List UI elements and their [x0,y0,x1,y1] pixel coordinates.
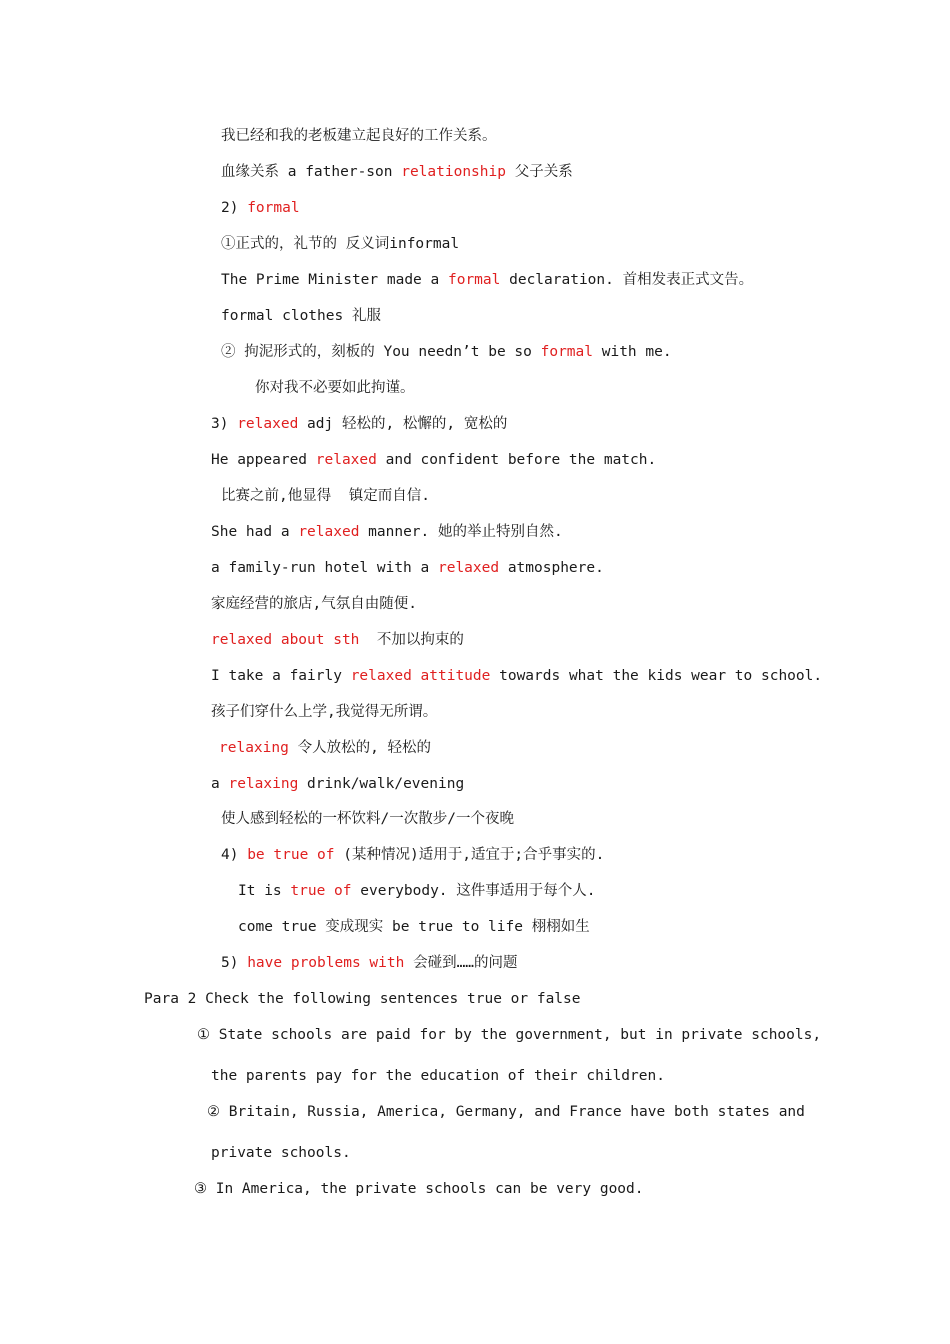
line-text: 会碰到……的问题 [404,955,518,971]
text-line [221,126,497,146]
line-text: manner. 她的举止特别自然. [359,524,563,540]
line-text: I take a fairly [211,668,351,684]
line-text: ③ In America, the private schools can be very good. [194,1181,644,1197]
line-text: come true 变成现实 be true to life 栩栩如生 [238,919,590,935]
highlight-term: formal [447,272,501,288]
line-text: 你对我不必要如此拘谨。 [255,380,415,396]
line-text: a [211,776,229,792]
line-text: 血缘关系 a father-son [221,164,402,180]
text-line [221,270,753,290]
line-text: ② Britain, Russia, America, Germany, and France have both states and [207,1104,805,1120]
highlight-term: formal [540,344,593,360]
text-line [211,702,437,722]
line-text: 比赛之前,他显得 镇定而自信. [221,488,430,504]
text-line [221,306,381,326]
line-text: a family-run hotel with a [211,560,438,576]
line-text: ①正式的，礼节的 反义词informal [221,236,460,252]
text-line [211,666,822,686]
text-line [211,1066,665,1086]
text-line [211,450,656,470]
text-line [238,917,590,937]
text-line [221,234,459,254]
line-text: declaration. 首相发表正式文告。 [500,272,754,288]
line-text: She had a [211,524,299,540]
line-text: 2) [221,200,248,216]
text-line [194,1179,644,1199]
text-line [221,953,518,973]
line-text: Para 2 Check the following sentences true or false [144,991,581,1007]
line-text: ② 拘泥形式的，刻板的 You needn’t be so [221,344,541,360]
line-text: 4) [221,847,248,863]
line-text: everybody. 这件事适用于每个人. [351,883,596,899]
text-line [211,774,464,794]
highlight-term: relaxed [315,452,377,468]
line-text: ① State schools are paid for by the government, but in private schools, [197,1027,822,1043]
text-line [211,1143,351,1163]
text-line [144,989,581,1009]
line-text: the parents pay for the education of their children. [211,1068,665,1084]
line-text: 不加以拘束的 [359,632,464,648]
line-text: 5) [221,955,248,971]
highlight-term: relaxed attitude [350,668,491,684]
line-text: It is [238,883,291,899]
highlight-term: have problems with [247,955,405,971]
text-line [219,738,431,758]
text-line [255,378,415,398]
text-line [211,630,464,650]
highlight-term: relaxing [228,776,299,792]
line-text: 家庭经营的旅店,气氛自由随便. [211,596,417,612]
line-text: The Prime Minister made a [221,272,448,288]
highlight-term: be true of [247,847,335,863]
text-line [238,881,596,901]
line-text: private schools. [211,1145,351,1161]
line-text: (某种情况)适用于,适宜于;合乎事实的. [334,847,605,863]
text-line [197,1025,821,1045]
highlight-term: relaxed [237,416,299,432]
text-line [207,1102,805,1122]
highlight-term: relationship [401,164,506,180]
text-line [211,522,563,542]
highlight-term: relaxed about sth [211,632,360,648]
text-line [221,342,672,362]
text-line [221,162,573,182]
line-text: 我已经和我的老板建立起良好的工作关系。 [221,128,497,144]
highlight-term: true of [290,883,352,899]
text-line [211,594,417,614]
text-line [221,845,604,865]
line-text: 3) [211,416,238,432]
line-text: He appeared [211,452,316,468]
line-text: 使人感到轻松的一杯饮料/一次散步/一个夜晚 [221,811,514,827]
line-text: drink/walk/evening [298,776,465,792]
text-line [221,486,430,506]
text-line [221,809,514,829]
line-text: adj 轻松的, 松懈的, 宽松的 [298,416,508,432]
highlight-term: relaxing [219,740,289,756]
line-text: with me. [593,344,672,360]
line-text: 孩子们穿什么上学,我觉得无所谓。 [211,704,438,720]
line-text: 令人放松的, 轻松的 [288,740,432,756]
line-text: and confident before the match. [376,452,657,468]
text-line [221,198,300,218]
line-text: 父子关系 [505,164,573,180]
highlight-term: formal [247,200,300,216]
text-line [211,414,507,434]
line-text: atmosphere. [499,560,604,576]
highlight-term: relaxed [437,560,500,576]
text-line [211,558,604,578]
highlight-term: relaxed [298,524,360,540]
line-text: towards what the kids wear to school. [490,668,823,684]
line-text: formal clothes 礼服 [221,308,381,324]
